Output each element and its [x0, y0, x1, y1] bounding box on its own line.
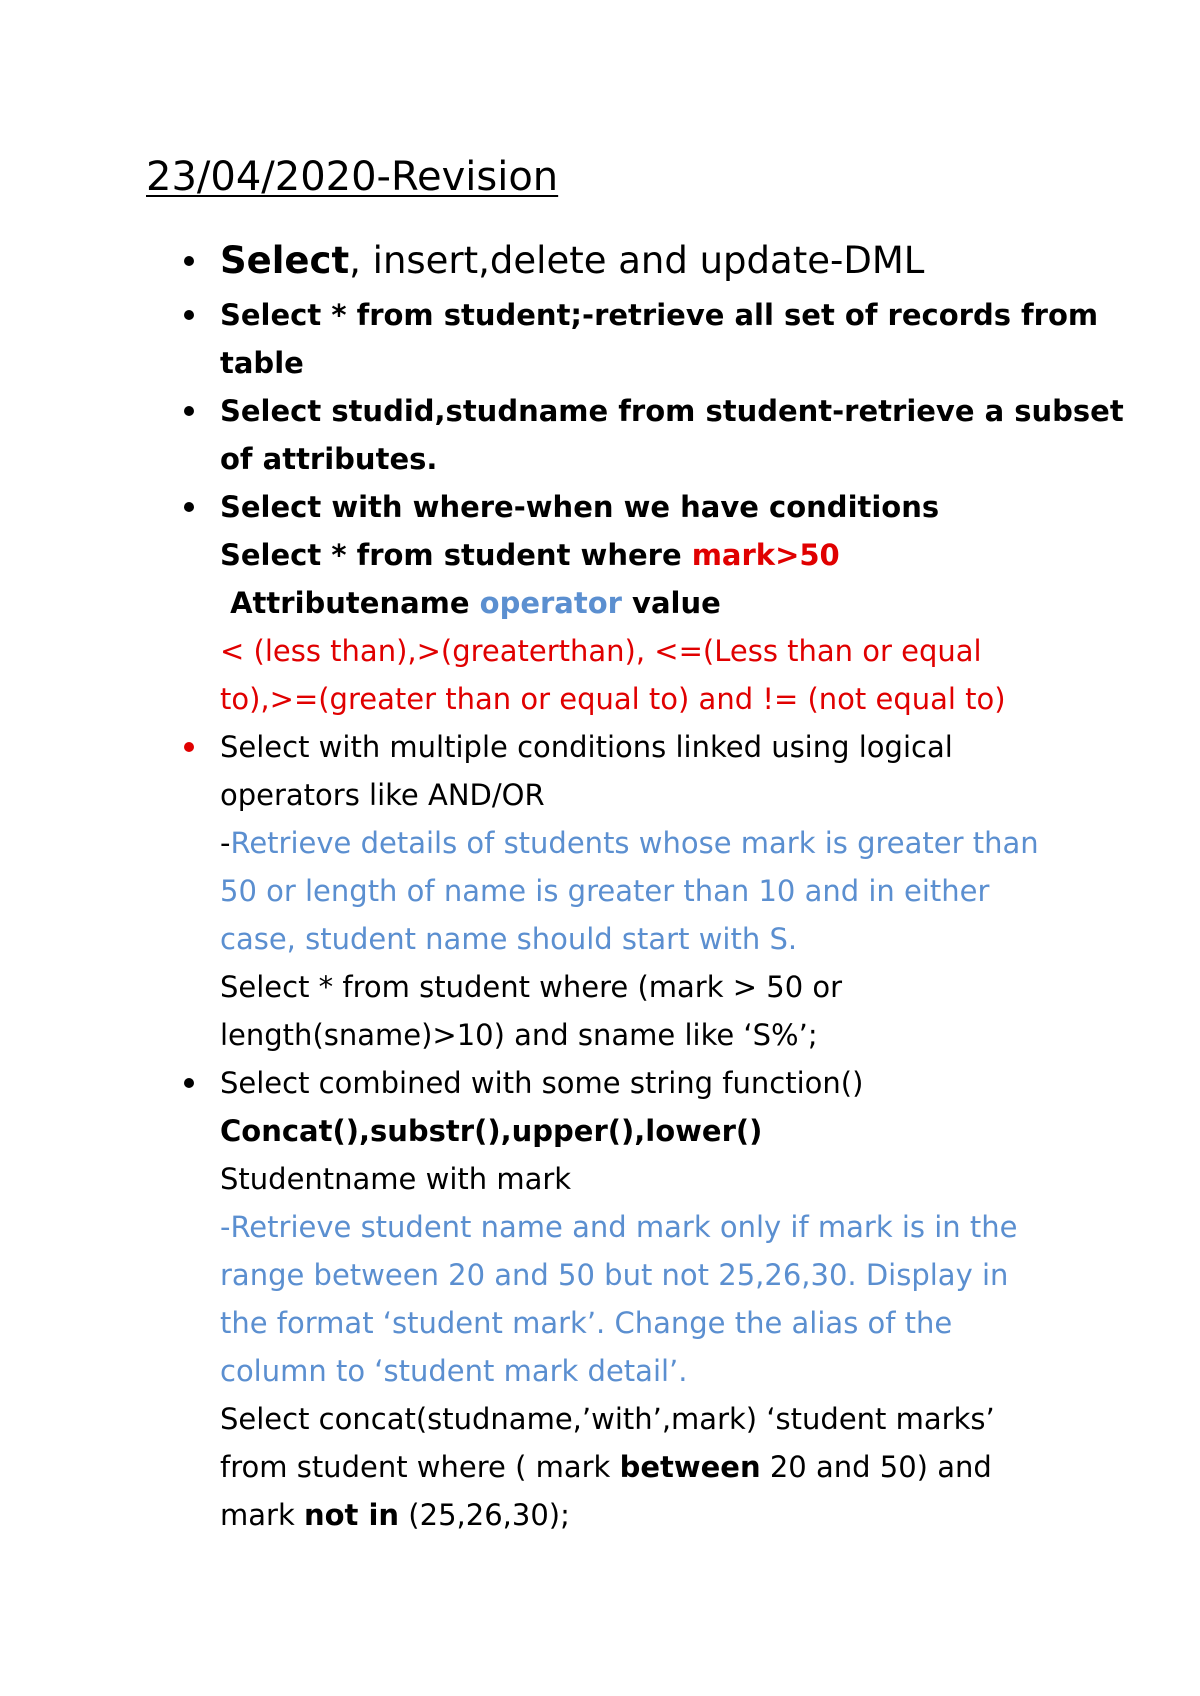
list-item-line: Select concat(studname,’with’,mark) ‘student marks’: [220, 1402, 995, 1436]
list-item: [220, 483, 1120, 723]
list-item-line: case, student name should start with S.: [220, 922, 798, 956]
list-item-line: Select with where-when we have conditions: [220, 490, 940, 524]
list-item-line: column to ‘student mark detail’.: [220, 1354, 688, 1388]
list-item-line: Select * from student where (mark > 50 or: [220, 970, 843, 1004]
list-item-line: Select combined with some string function(): [220, 1066, 864, 1100]
list-item-line: Select studid,studname from student-retrieve a subset: [220, 394, 1124, 428]
text: , insert,delete and update-DML: [349, 239, 925, 282]
list-item: [220, 723, 1120, 1059]
highlight-text: operator: [479, 586, 622, 620]
bullet-icon: [184, 310, 194, 320]
bullet-icon: [184, 406, 194, 416]
list-item-line: [220, 1443, 1120, 1491]
list-item-line: range between 20 and 50 but not 25,26,30. Display in: [220, 1258, 1009, 1292]
bold-text: not in: [303, 1498, 400, 1532]
list-item-line: -Retrieve student name and mark only if mark is in the: [220, 1210, 1018, 1244]
list-item: [220, 387, 1124, 483]
text: mark: [220, 1498, 304, 1532]
text: from student where ( mark: [220, 1450, 620, 1484]
list-item-line: [220, 819, 1120, 867]
bullet-icon: [184, 742, 194, 752]
highlight-text: mark>50: [691, 538, 840, 572]
bold-text: Select: [220, 239, 350, 282]
list-item: [220, 234, 1120, 288]
text: (25,26,30);: [399, 1498, 570, 1532]
list-item-line: Concat(),substr(),upper(),lower(): [220, 1114, 763, 1148]
list-item-line: operators like AND/OR: [220, 778, 545, 812]
list-item-line: [220, 234, 1120, 288]
text: Attributename: [220, 586, 480, 620]
list-item-line: Select * from student;-retrieve all set of records from: [220, 298, 1099, 332]
list-item-line: length(sname)>10) and sname like ‘S%’;: [220, 1018, 818, 1052]
list-item-line: [220, 531, 1120, 579]
page-title: 23/04/2020-Revision: [146, 154, 559, 200]
list-item-line: < (less than),>(greaterthan), <=(Less than or equal: [220, 634, 982, 668]
text: -: [220, 826, 231, 860]
list-item-line: Studentname with mark: [220, 1162, 572, 1196]
list-item: [220, 1059, 1120, 1539]
text: value: [621, 586, 721, 620]
text: 20 and 50) and: [760, 1450, 992, 1484]
list-item-line: Select with multiple conditions linked using logical: [220, 730, 953, 764]
bullet-icon: [184, 256, 194, 266]
list-item-line: [220, 579, 1120, 627]
list-item-line: to),>=(greater than or equal to) and != (not equal to): [220, 682, 1006, 716]
bold-text: between: [619, 1450, 761, 1484]
list-item-line: table: [220, 346, 304, 380]
bullet-icon: [184, 502, 194, 512]
highlight-text: Retrieve details of students whose mark is greater than: [230, 826, 1039, 860]
list-item-line: the format ‘student mark’. Change the alias of the: [220, 1306, 953, 1340]
list-item: [220, 291, 1120, 387]
list-item-line: of attributes.: [220, 442, 438, 476]
text: Select * from student where: [220, 538, 692, 572]
list-item-line: [220, 1491, 1120, 1539]
bullet-icon: [184, 1078, 194, 1088]
list-item-line: 50 or length of name is greater than 10 and in either: [220, 874, 990, 908]
